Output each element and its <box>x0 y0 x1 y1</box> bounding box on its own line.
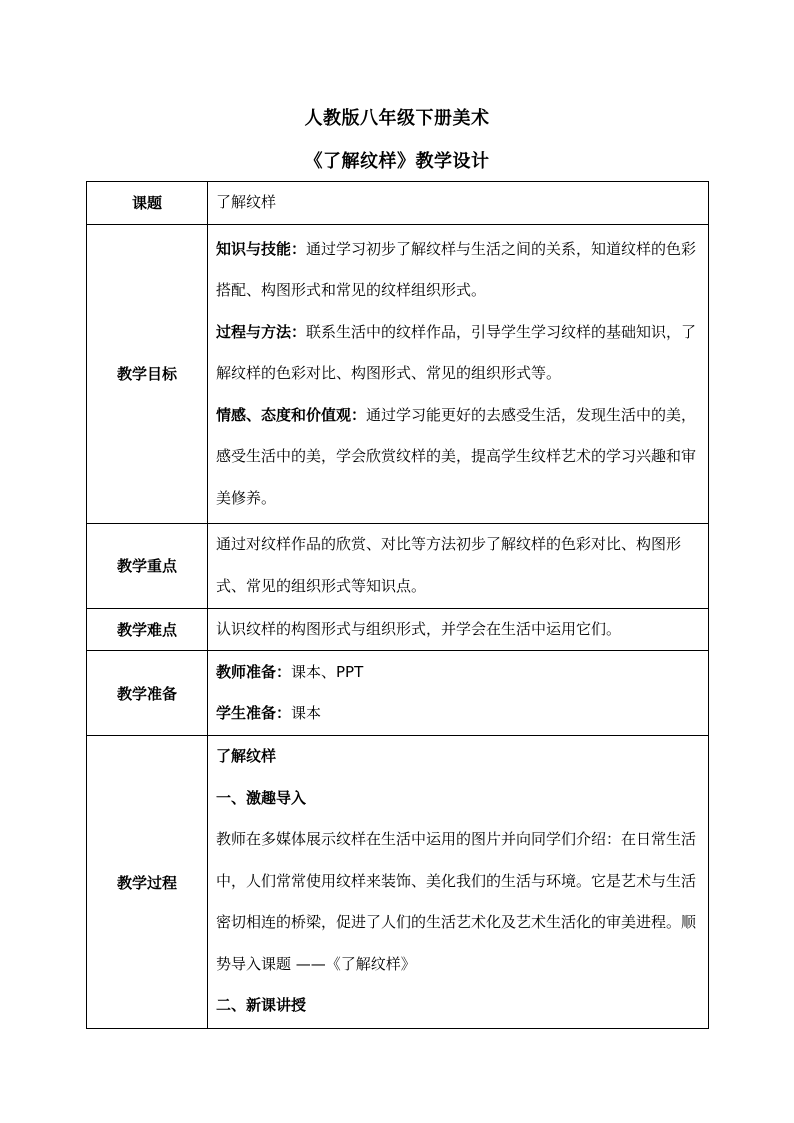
teacher-prep-label: 教师准备： <box>216 662 292 681</box>
objectives-content <box>208 224 709 523</box>
process-heading: 了解纹样 <box>216 747 277 765</box>
table-row-process <box>87 736 709 1029</box>
knowledge-label: 知识与技能： <box>216 239 307 258</box>
table-row-objectives <box>87 224 709 523</box>
preparation-label: 教学准备 <box>87 651 208 736</box>
teacher-prep-text: 课本、PPT <box>291 662 364 681</box>
student-prep-label: 学生准备： <box>216 704 292 722</box>
section1-text: 教师在多媒体展示纹样在生活中运用的图片并向同学们介绍：在日常生活中，人们常常使用纹样来装饰、美化我们的生活与环境。它是艺术与生活密切相连的桥梁，促进了人们的生活艺术化及艺术生活化的审美进程。顺势导入课题 ——《了解纹样》 <box>216 830 697 973</box>
difficulties-label: 教学难点 <box>87 608 208 651</box>
student-preparation <box>216 693 700 735</box>
process-text: 联系生活中的纹样作品，引导学生学习纹样的基础知识，了解纹样的色彩对比、构图形式、常见的组织形式等。 <box>216 322 697 382</box>
process-label: 过程与方法： <box>216 322 307 341</box>
preparation-content <box>208 651 709 736</box>
lesson-plan-table <box>86 181 709 1029</box>
emotion-text: 通过学习能更好的去感受生活，发现生活中的美，感受生活中的美，学会欣赏纹样的美，提高学生纹样艺术的学习兴趣和审美修养。 <box>216 405 697 507</box>
objective-emotion <box>216 395 700 520</box>
objective-knowledge <box>216 229 700 312</box>
document-subtitle: 《了解纹样》教学设计 <box>304 151 490 172</box>
student-prep-text: 课本 <box>291 704 322 722</box>
emotion-label: 情感、态度和价值观： <box>216 405 367 424</box>
section2-title: 二、新课讲授 <box>216 996 307 1014</box>
knowledge-text: 通过学习初步了解纹样与生活之间的关系，知道纹样的色彩搭配、构图形式和常见的纹样组织形式。 <box>216 239 697 299</box>
objectives-label: 教学目标 <box>87 224 208 523</box>
section1-title: 一、激趣导入 <box>216 788 307 807</box>
topic-value: 了解纹样 <box>208 182 709 225</box>
process-content <box>208 736 709 1029</box>
table-row-difficulties <box>87 608 709 651</box>
process-section-label: 教学过程 <box>87 736 208 1029</box>
difficulties-text: 认识纹样的构图形式与组织形式，并学会在生活中运用它们。 <box>208 608 709 651</box>
table-row-key-points <box>87 523 709 608</box>
key-points-text: 通过对纹样作品的欣赏、对比等方法初步了解纹样的色彩对比、构图形式、常见的组织形式等知识点。 <box>208 523 709 608</box>
table-row-preparation <box>87 651 709 736</box>
teacher-preparation <box>216 652 700 694</box>
document-title: 人教版八年级下册美术 <box>304 108 490 129</box>
objective-process <box>216 312 700 395</box>
key-points-label: 教学重点 <box>87 523 208 608</box>
topic-label: 课题 <box>87 182 208 225</box>
table-row-topic <box>87 182 709 225</box>
